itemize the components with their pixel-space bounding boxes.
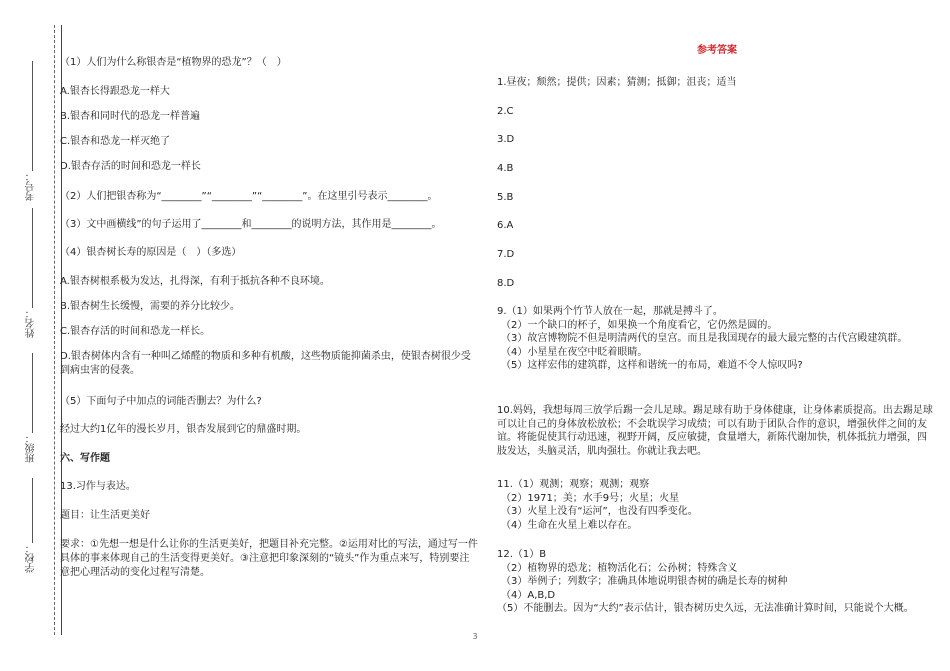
answer-12-line: 12.（1）B [497,549,547,560]
binding-margin [0,0,60,671]
answer-12-line: （2）植物界的恐龙；植物活化石；公孙树；特殊含义 [501,562,738,574]
answer-11-line: （3）火星上没有“运河”，也没有四季变化。 [501,506,698,518]
q12-3-question: （3）文中画横线”的句子运用了________和________的说明方法，其作用是________。 [60,219,442,230]
q12-4-option-b: B.银杏树生长缓慢，需要的养分比较少。 [60,301,241,312]
exam-no-label: 考号： [26,171,37,201]
left-column [60,0,478,671]
q12-4-option-c: C.银杏存活的时间和恐龙一样长。 [60,326,211,337]
answer-12-line: （5）不能删去。因为“大约”表示估计，银杏树历史久远，无法准确计算时间，只能说个大概。 [497,603,914,615]
q12-2-question: （2）人们把银杏称为“________”“________”“________”。在这里引号表示________。 [60,191,438,202]
answer-9-line: 9.（1）如果两个竹节人放在一起，那就是搏斗了。 [497,306,723,317]
answer-9 [497,305,935,373]
section-writing-heading: 六、写作题 [60,453,110,464]
answer-key-title: 参考答案 [697,45,737,56]
answer-12-line: （4）A,B,D [501,589,556,601]
q12-1-option-d: D.银杏存活的时间和恐龙一样长 [60,161,201,172]
q12-1-option-a: A.银杏长得跟恐龙一样大 [60,86,170,97]
q12-4-option-a: A.银杏树根系极为发达，扎得深，有利于抵抗各种不良环境。 [60,276,330,287]
q12-5-question: （5）下面句子中加点的词能否删去？为什么? [60,396,262,407]
class-label: 班级： [26,433,37,463]
q13-requirements: 要求：①先想一想是什么让你的生活更美好，把题目补充完整。②运用对比的写法，通过写一件具体的事来体现自己的生活变得更美好。③注意把印象深刻的“镜头”作为重点来写，特别要注意把心理活动的变化过程写清楚。 [60,539,478,578]
margin-dashed-line [54,25,55,635]
q13-title: 13.习作与表达。 [60,481,136,492]
q13-topic: 题目：让生活更美好 [60,510,150,521]
name-line [32,208,33,308]
answer-3: 3.D [497,134,515,145]
q12-1-option-b: B.银杏和同时代的恐龙一样普遍 [60,111,201,122]
q12-5-sentence: 经过大约1亿年的漫长岁月，银杏发展到它的鼎盛时期。 [60,424,307,435]
answer-12-line: （3）举例子；列数字；准确具体地说明银杏树的确是长寿的树种 [501,576,788,588]
answer-9-line: （5）这样宏伟的建筑群，这样和谐统一的布局，难道不令人惊叹吗? [501,360,803,372]
q12-4-question: （4）银杏树长寿的原因是（ ）（多选） [60,247,242,258]
answer-1: 1.昼夜；颓然；提供；因素；猜测；抵御；沮丧；适当 [497,77,737,88]
answer-11 [497,478,935,532]
q12-4-option-d: D.银杏树体内含有一种叫乙烯醛的物质和多种有机酸，这些物质能抑菌杀虫，使银杏树很少受到病虫害的侵袭。 [60,351,471,376]
exam-no-line [32,61,33,171]
school-field [22,475,42,573]
answer-4: 4.B [497,163,514,174]
page-number: 3 [472,632,478,641]
answer-12 [497,548,935,616]
answer-10-text: 10.妈妈，我想每周三放学后踢一会儿足球。踢足球有助于身体健康，让身体素质提高。出去踢足球可以让自己的身体放松放松；不会耽误学习成绩；可以有助于团队合作的意识，增强伙伴之间的友谊。将能促使其行动迅速，视野开阔，反应敏捷，食量增大，新陈代谢加快，机体抵抗力增强，四肢发达，头脑灵活，肌肉强壮。你就让我去吧。 [497,405,933,457]
class-line [32,353,33,433]
exam-no-field [22,58,42,201]
school-line [32,478,33,543]
name-label: 姓名： [26,308,37,338]
answer-9-line: （3）故宫博物院不但是明清两代的皇宫。而且是我国现存的最大最完整的古代宫殿建筑群。 [501,333,908,345]
answer-11-line: 11.（1）观测；观察；观测；观察 [497,479,650,490]
answer-2: 2.C [497,106,514,117]
answer-key-column [497,0,937,671]
answer-11-line: （2）1971；美；水手9号；火星；火星 [501,492,680,504]
answer-6: 6.A [497,220,514,231]
answer-8: 8.D [497,278,515,289]
q12-1-option-c: C.银杏和恐龙一样灭绝了 [60,136,171,147]
school-label: 学校： [26,543,37,573]
answer-11-line: （4）生命在火星上难以存在。 [501,519,638,531]
answer-10 [497,404,935,458]
answer-9-line: （4）小星星在夜空中眨着眼睛。 [501,346,648,358]
name-field [22,205,42,338]
answer-9-line: （2）一个缺口的杯子，如果换一个角度看它，它仍然是圆的。 [501,319,778,331]
class-field [22,350,42,463]
answer-5: 5.B [497,192,514,203]
answer-7: 7.D [497,249,515,260]
q12-1-question: （1）人们为什么称银杏是“植物界的恐龙”？（ ） [60,57,287,68]
